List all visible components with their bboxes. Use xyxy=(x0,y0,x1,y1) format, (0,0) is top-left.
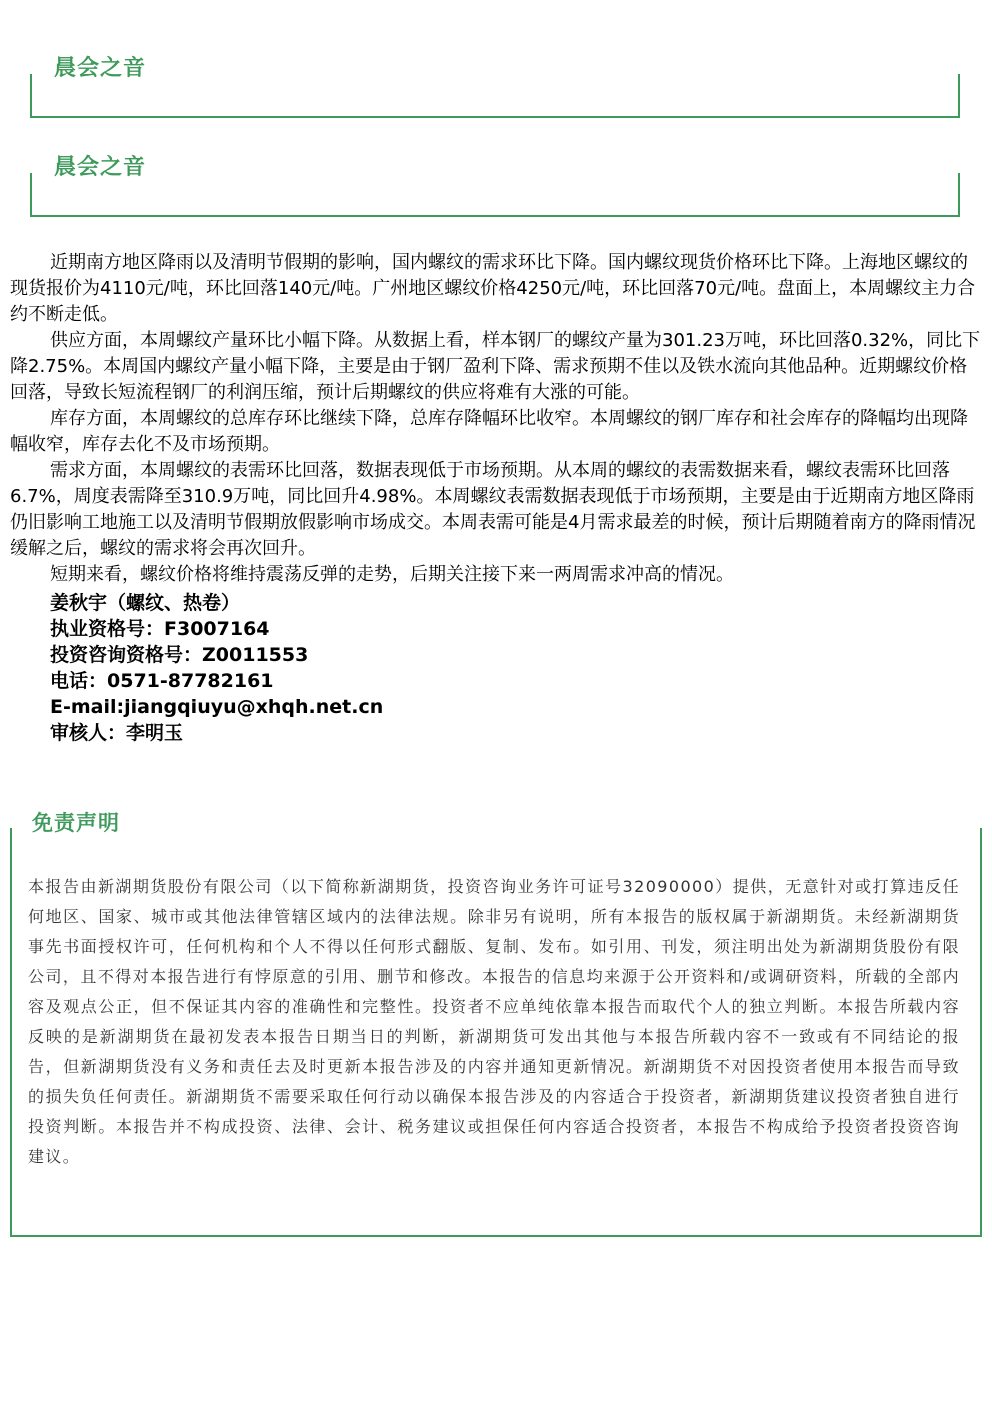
section-box-2 xyxy=(30,173,960,217)
paragraph-outlook: 短期来看，螺纹价格将维持震荡反弹的走势，后期关注接下来一两周需求冲高的情况。 xyxy=(50,564,734,585)
report-body xyxy=(10,250,982,588)
section-box-1 xyxy=(30,74,960,118)
author-license: 执业资格号：F3007164 xyxy=(50,618,270,640)
author-phone: 电话：0571-87782161 xyxy=(50,670,274,692)
paragraph-market: 近期南方地区降雨以及清明节假期的影响，国内螺纹的需求环比下降。国内螺纹现货价格环比下降。上海地区螺纹的现货报价为4110元/吨，环比回落140元/吨。广州地区螺纹价格4250元/吨，环比回落70元/吨。盘面上，本周螺纹主力合约不断走低。 xyxy=(10,252,976,325)
author-reviewer: 审核人：李明玉 xyxy=(50,722,184,744)
paragraph-supply: 供应方面，本周螺纹产量环比小幅下降。从数据上看，样本钢厂的螺纹产量为301.23万吨，环比回落0.32%，同比下降2.75%。本周国内螺纹产量小幅下降，主要是由于钢厂盈利下降、需求预期不佳以及铁水流向其他品种。近期螺纹价格回落，导致长短流程钢厂的利润压缩，预计后期螺纹的供应将难有大涨的可能。 xyxy=(10,330,981,403)
paragraph-inventory: 库存方面，本周螺纹的总库存环比继续下降，总库存降幅环比收窄。本周螺纹的钢厂库存和社会库存的降幅均出现降幅收窄，库存去化不及市场预期。 xyxy=(10,408,968,455)
disclaimer-text: 本报告由新湖期货股份有限公司（以下简称新湖期货，投资咨询业务许可证号32090000）提供，无意针对或打算违反任何地区、国家、城市或其他法律管辖区域内的法律法规。除非另有说明，所有本报告的版权属于新湖期货。未经新湖期货事先书面授权许可，任何机构和个人不得以任何形式翻版、复制、发布。如引用、刊发，须注明出处为新湖期货股份有限公司，且不得对本报告进行有悖原意的引用、删节和修改。本报告的信息均来源于公开资料和/或调研资料，所载的全部内容及观点公正，但不保证其内容的准确性和完整性。投资者不应单纯依靠本报告而取代个人的独立判断。本报告所载内容反映的是新湖期货在最初发表本报告日期当日的判断，新湖期货可发出其他与本报告所载内容不一致或有不同结论的报告，但新湖期货没有义务和责任去及时更新本报告涉及的内容并通知更新情况。新湖期货不对因投资者使用本报告而导致的损失负任何责任。新湖期货不需要采取任何行动以确保本报告涉及的内容适合于投资者，新湖期货建议投资者独自进行投资判断。本报告并不构成投资、法律、会计、税务建议或担保任何内容适合投资者，本报告不构成给予投资者投资咨询建议。 xyxy=(28,877,960,1166)
section-title-2: 晨会之音 xyxy=(54,155,147,180)
disclaimer-title: 免责声明 xyxy=(32,811,120,835)
author-consult-license: 投资咨询资格号：Z0011553 xyxy=(50,644,309,666)
section-title-1: 晨会之音 xyxy=(54,56,147,81)
paragraph-demand: 需求方面，本周螺纹的表需环比回落，数据表现低于市场预期。从本周的螺纹的表需数据来看，螺纹表需环比回落6.7%，周度表需降至310.9万吨，同比回升4.98%。本周螺纹表需数据表现低于市场预期，主要是由于近期南方地区降雨仍旧影响工地施工以及清明节假期放假影响市场成交。本周表需可能是4月需求最差的时候，预计后期随着南方的降雨情况缓解之后，螺纹的需求将会再次回升。 xyxy=(10,460,976,559)
author-name: 姜秋宇（螺纹、热卷） xyxy=(50,592,241,614)
author-block xyxy=(50,590,383,746)
author-email[interactable]: E-mail:jiangqiuyu@xhqh.net.cn xyxy=(50,696,384,718)
